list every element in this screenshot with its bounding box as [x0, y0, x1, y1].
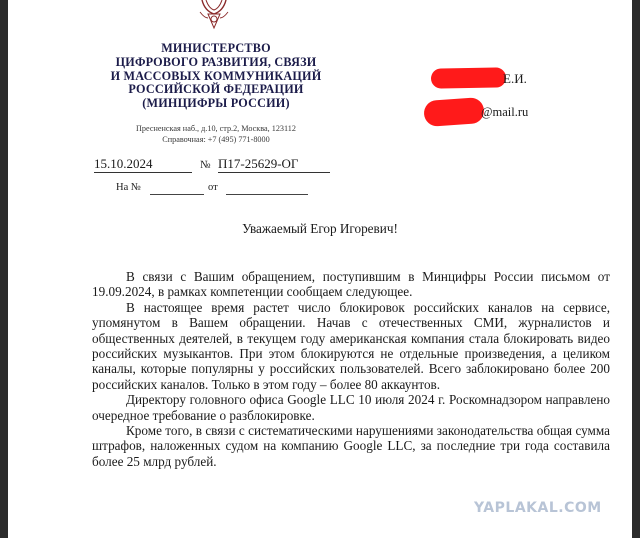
registration-line [94, 156, 394, 176]
number-sign: № [200, 159, 211, 171]
number-underline [218, 172, 330, 173]
redaction-mark [423, 97, 485, 127]
coat-of-arms-icon [194, 0, 234, 30]
watermark: YAPLAKAL.COM [474, 500, 602, 516]
date-underline [94, 172, 192, 173]
ministry-line: РОССИЙСКОЙ ФЕДЕРАЦИИ [128, 82, 304, 97]
ministry-line: ЦИФРОВОГО РАЗВИТИЯ, СВЯЗИ [115, 54, 317, 69]
reply-number-blank [150, 194, 204, 195]
ministry-line: И МАССОВЫХ КОММУНИКАЦИЙ [110, 68, 322, 83]
phone-line: Справочная: +7 (495) 771-8000 [162, 134, 270, 144]
letter-page [8, 0, 632, 538]
ministry-name [88, 42, 344, 111]
ministry-line: МИНИСТЕРСТВО [161, 41, 271, 55]
ministry-address [96, 124, 336, 145]
reply-date-blank [226, 194, 308, 195]
reply-reference-line [116, 182, 336, 198]
letter-date: 15.10.2024 [94, 156, 153, 171]
reply-label: На № [116, 182, 141, 193]
body-paragraph: В связи с Вашим обращением, поступившим в Минцифры России письмом от 19.09.2024, в рамках компетенции сообщаем следующее. [92, 269, 610, 300]
recipient-email: @mail.ru [481, 105, 529, 119]
recipient-initials: Е.И. [503, 71, 527, 86]
ministry-line: (МИНЦИФРЫ РОССИИ) [142, 96, 290, 111]
letter-number: П17-25629-ОГ [218, 156, 299, 171]
from-label: от [208, 182, 218, 193]
body-paragraph: Директору головного офиса Google LLC 10 июля 2024 г. Роскомнадзором направлено очередное требование о разблокировке. [92, 392, 610, 423]
address-line: Пресненская наб., д.10, стр.2, Москва, 123112 [136, 124, 296, 133]
body-paragraph: В настоящее время растет число блокировок российских каналов на сервисе, упомянутом в Вашем обращении. Начав с отечественных СМИ, журналистов и общественных деятелей, в текущем году американская компания стала блокировать видео российских музыкантов. При этом блокируются не отдельные произведения, а целиком каналы, которые популярны у российских пользователей. Всего заблокировано более 200 российских каналов. Только в этом году – более 80 аккаунтов. [92, 299, 610, 392]
body-paragraph: Кроме того, в связи с систематическими нарушениями законодательства общая сумма штрафов, наложенных судом на компанию Google LLC, за последние три года составила более 25 млрд рублей. [92, 423, 610, 469]
salutation: Уважаемый Егор Игоревич! [242, 221, 398, 236]
redaction-mark [431, 67, 506, 88]
letter-body [92, 269, 610, 469]
